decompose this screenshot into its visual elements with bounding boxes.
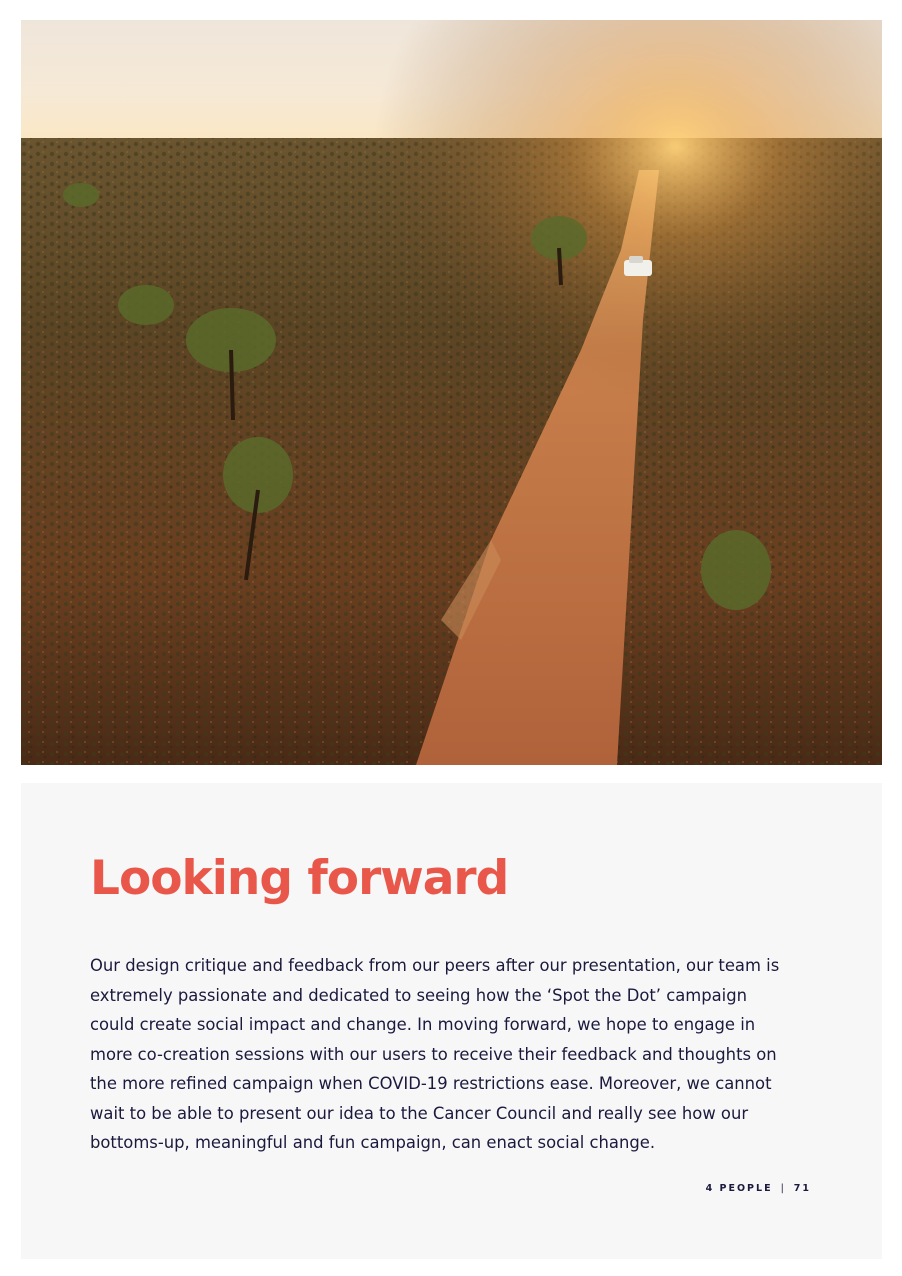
footer-section-label: 4 PEOPLE — [705, 1183, 773, 1194]
outback-road-photo — [21, 20, 882, 765]
page-number: 71 — [793, 1183, 811, 1194]
body-paragraph: Our design critique and feedback from our peers after our presentation, our team is extremely passionate and dedicated to seeing how the ‘Spot the Dot’ campaign could create social impact and change. In moving forward, we hope to engage in more co-creation sessions with our users to receive their feedback and thoughts on the more refined campaign when COVID-19 restrictions ease. Moreover, we cannot wait to be able to present our idea to the Cancer Council and really see how our bottoms-up, meaningful and fun campaign, can enact social change. — [90, 956, 780, 1152]
text-panel — [21, 783, 882, 1259]
page-footer — [706, 1183, 811, 1194]
footer-separator: | — [780, 1183, 786, 1194]
page-heading: Looking forward — [90, 851, 509, 906]
hero-photo — [21, 20, 882, 765]
